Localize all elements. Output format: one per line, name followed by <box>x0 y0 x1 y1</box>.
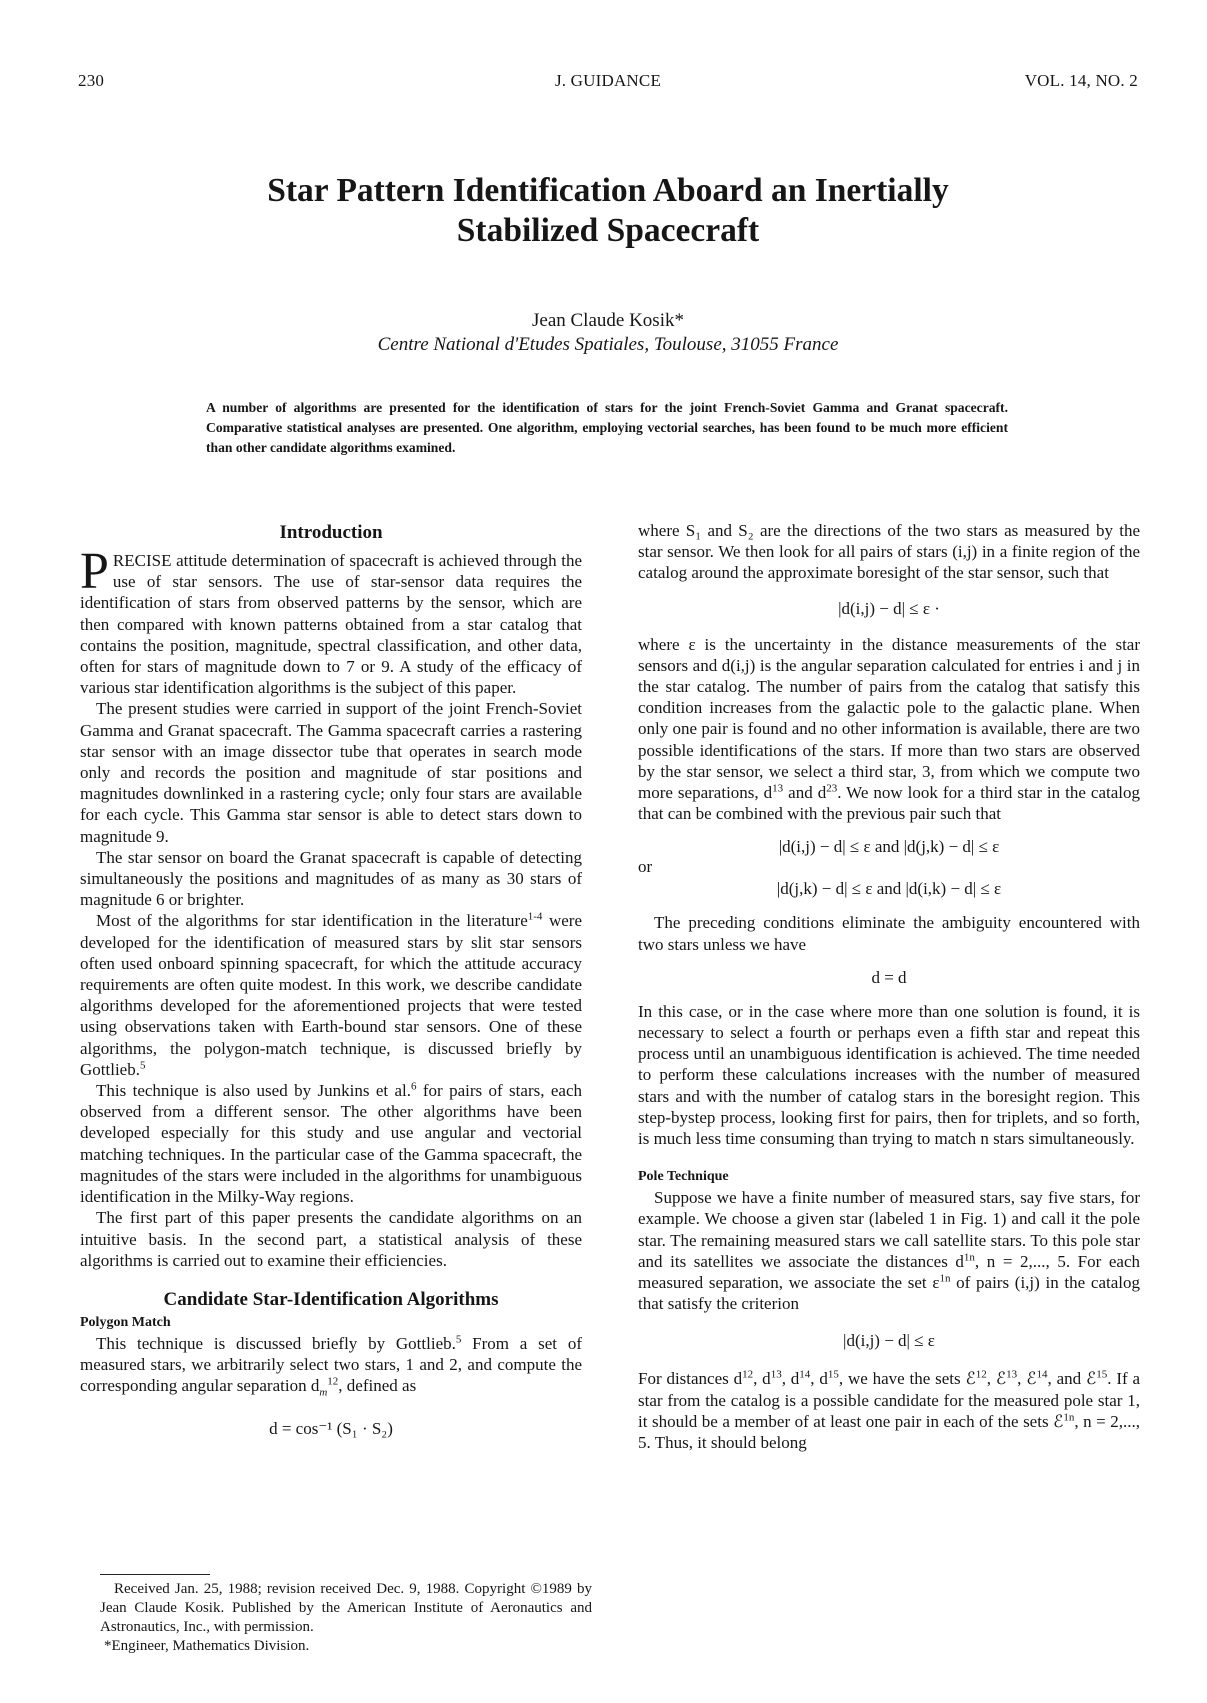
author-name: Jean Claude Kosik* <box>532 310 684 331</box>
title-line-1: Star Pattern Identification Aboard an Inertially <box>267 172 949 209</box>
footnotes <box>100 1580 592 1656</box>
title-line-2: Stabilized Spacecraft <box>456 212 760 249</box>
paper-title <box>78 171 1138 251</box>
equation-5: |d(i,j) − d| ≤ ε <box>843 1331 935 1351</box>
equation-1: d = cos⁻¹ (S₁ · S₂) <box>269 1418 393 1438</box>
right-column <box>638 520 1140 1453</box>
left-column <box>80 520 582 1440</box>
intro-paragraph-1: PRECISE attitude determination of spacecraft is achieved through the use of star sensors. The use of star-sensor data requires the identification of stars from observed patterns by the sensor, which are then compared with known patterns obtained from a star catalog that contains the position, magnitude, spectral classification, and other data, often for stars of magnitude down to 7 or 9. A study of the efficacy of various star identification algorithms is the subject of this paper. <box>80 543 582 698</box>
polygon-match-heading: Polygon Match <box>80 1314 171 1330</box>
introduction-heading: Introduction <box>279 522 383 543</box>
intro-paragraph-5: This technique is also used by Junkins et al.$^6$ for pairs of stars, each observed from a different sensor. The other algorithms have been developed especially for this study and use angular and vectorial matching techniques. In the particular case of the Gamma spacecraft, the magnitudes of the stars were included in the algorithms for unambiguous identification in the Milky-Way regions. <box>80 1080 582 1207</box>
drop-cap: P <box>80 543 109 600</box>
intro-paragraph-2: The present studies were carried in support of the joint French-Soviet Gamma and Granat spacecraft. The Gamma spacecraft carries a rastering star sensor with an image dissector tube that operates in search mode only and records the position and magnitude of star positions and magnitudes downlinked in a rastering cycle; only four stars are available for each cycle. This Gamma star sensor is able to detect stars down to magnitude 9. <box>80 699 582 846</box>
right-paragraph-5: Suppose we have a finite number of measured stars, say five stars, for example. We choose a given star (labeled 1 in Fig. 1) and call it the pole star. The remaining measured stars we call satellite stars. To this pole star and its satellites we associate the distances $d^{1n}$, n = 2,..., 5. For each measured separation, we associate the set $\varepsilon^{1n}$ of pairs (i,j) in the catalog that satisfy the criterion <box>638 1188 1140 1314</box>
algorithms-heading: Candidate Star-Identification Algorithms <box>163 1288 499 1310</box>
right-paragraph-2: where ε is the uncertainty in the distance measurements of the star sensors and d(i,j) is the angular separation calculated for entries i and j in the star catalog. The number of pairs from the catalog that satisfy this condition increases from the galactic pole to the galactic plane. When only one pair is found and no other information is available, there are two possible identifications of the stars. If more than two stars are observed by the star sensor, we select a third star, 3, from which we compute two more separations, $d^{13}$ and $d^{23}$. We now look for a third star in the catalog that can be combined with the previous pair such that <box>638 634 1141 824</box>
intro-paragraph-3: The star sensor on board the Granat spacecraft is capable of detecting simultaneously the positions and magnitudes of as many as 30 stars of magnitude 6 or brighter. <box>80 847 582 910</box>
author-affiliation: Centre National d'Etudes Spatiales, Toulouse, 31055 France <box>377 334 839 355</box>
abstract: A number of algorithms are presented for the identification of stars for the joint French-Soviet Gamma and Granat spacecraft. Comparative statistical analyses are presented. One algorithm, employing vectorial searches, has been found to be much more efficient than other candidate algorithms examined. <box>206 400 1008 455</box>
received-footnote: Received Jan. 25, 1988; revision received Dec. 9, 1988. Copyright ©1989 by Jean Claude Kosik. Published by the American Institute of Aeronautics and Astronautics, Inc., with permission. <box>100 1581 592 1635</box>
journal-name: J. GUIDANCE <box>554 71 662 90</box>
page-number: 230 <box>78 71 105 90</box>
author-footnote: *Engineer, Mathematics Division. <box>104 1638 310 1654</box>
right-paragraph-1: where S₁ and S₂ are the directions of the two stars as measured by the star sensor. We then look for all pairs of stars (i,j) in a finite region of the catalog around the approximate boresight of the star sensor, such that <box>638 521 1140 583</box>
right-paragraph-6: For distances $d^{12}$, $d^{13}$, $d^{14}$, $d^{15}$, we have the sets ℰ$^{12}$, ℰ$^{13}$, ℰ$^{14}$, and ℰ$^{15}$. If a star from the catalog is a possible candidate for the measured pole star 1, it should be a member of at least one pair in each of the sets ℰ$^{1n}$, n = 2,..., 5. Thus, it should belong <box>638 1368 1141 1453</box>
equation-2: |d(i,j) − d| ≤ ε · <box>838 598 940 618</box>
intro-paragraph-6: The first part of this paper presents the candidate algorithms on an intuitive basis. In the second part, a statistical analysis of these algorithms is carried out to examine their efficiencies. <box>80 1208 582 1270</box>
right-paragraph-3: The preceding conditions eliminate the ambiguity encountered with two stars unless we have <box>638 913 1140 954</box>
footnote-rule <box>100 1574 210 1575</box>
or-label: or <box>638 857 653 877</box>
right-paragraph-4: In this case, or in the case where more than one solution is found, it is necessary to select a fourth or perhaps even a fifth star and repeat this process until an unambiguous identification is achieved. The time needed to perform these calculations increases with the number of measured stars and with the number of catalog stars in the boresight region. This step-bystep process, looking first for pairs, then for triplets, and so forth, is much less time consuming than trying to match n stars simultaneously. <box>638 1001 1140 1149</box>
intro-paragraph-4: Most of the algorithms for star identification in the literature$^{1-4}$ were developed for the identification of measured stars by slit star sensors often used onboard spinning spacecraft, for which the attitude accuracy requirements are often quite modest. In this work, we describe candidate algorithms developed for the aforementioned projects that were tested using observations taken with Earth-bound star sensors. One of these algorithms, the polygon-match technique, is discussed briefly by Gottlieb.$^5$ <box>80 910 583 1079</box>
equation-3b: |d(j,k) − d| ≤ ε and |d(i,k) − d| ≤ ε <box>776 879 1002 899</box>
equation-4: d = d <box>871 967 907 987</box>
pole-technique-heading: Pole Technique <box>638 1169 729 1185</box>
volume-issue: VOL. 14, NO. 2 <box>1024 71 1138 90</box>
or-row <box>638 856 1140 878</box>
polygon-paragraph: This technique is discussed briefly by Gottlieb.$^5$ From a set of measured stars, we arbitrarily select two stars, 1 and 2, and compute the corresponding angular separation $d_m^{12}$, defined as <box>80 1333 582 1399</box>
equation-3a: |d(i,j) − d| ≤ ε and |d(j,k) − d| ≤ ε <box>778 837 1000 857</box>
